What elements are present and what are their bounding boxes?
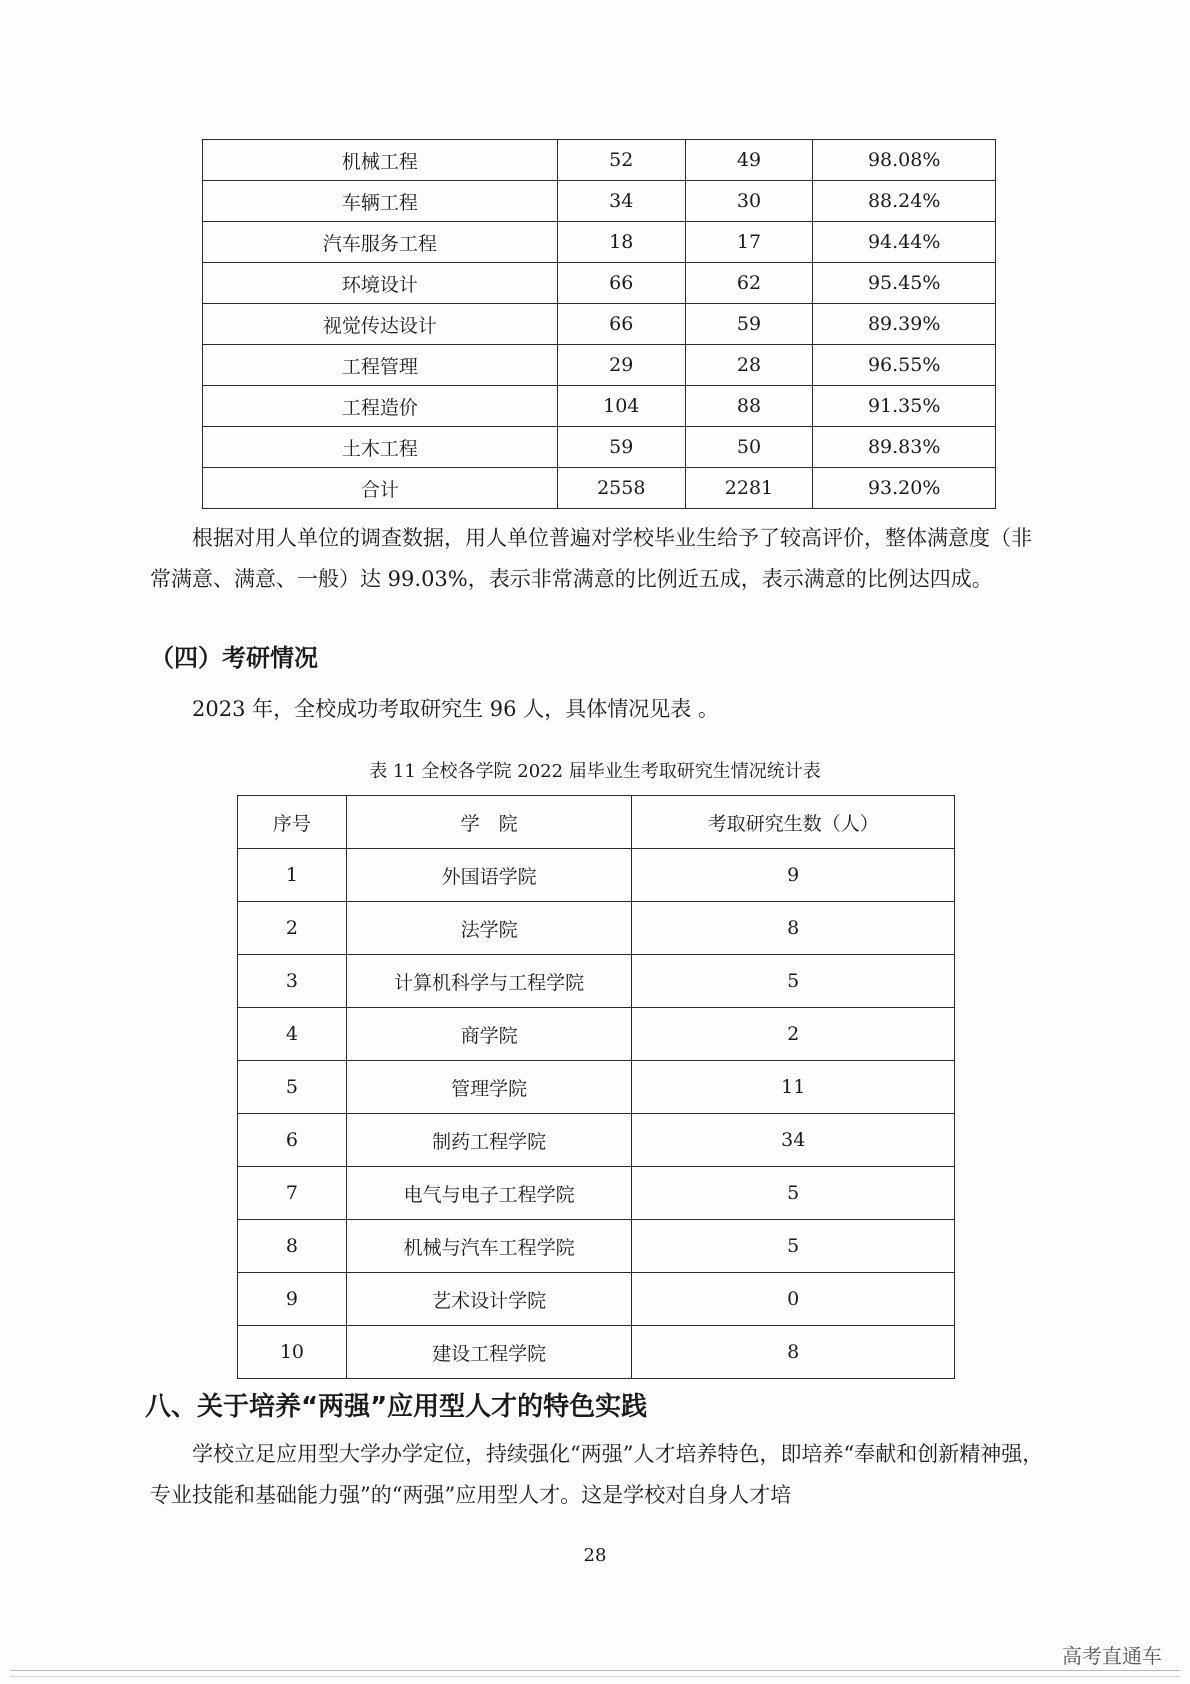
total-cell: 66 (557, 304, 685, 345)
header-college: 学 院 (346, 796, 632, 849)
watermark-text: 高考直通车 (1062, 1644, 1162, 1668)
college-cell: 管理学院 (346, 1061, 632, 1114)
employed-cell: 17 (685, 222, 813, 263)
count-cell: 0 (632, 1273, 955, 1326)
row-number-cell: 3 (238, 955, 347, 1008)
table-row (238, 1061, 955, 1114)
table-row (203, 181, 996, 222)
table-row (203, 222, 996, 263)
total-cell: 59 (557, 427, 685, 468)
table-row (238, 1114, 955, 1167)
total-cell: 29 (557, 345, 685, 386)
college-cell: 外国语学院 (346, 849, 632, 902)
college-cell: 制药工程学院 (346, 1114, 632, 1167)
employed-cell: 59 (685, 304, 813, 345)
count-cell: 5 (632, 1167, 955, 1220)
major-name-cell: 机械工程 (203, 140, 558, 181)
row-number-cell: 6 (238, 1114, 347, 1167)
college-cell: 法学院 (346, 902, 632, 955)
row-number-cell: 4 (238, 1008, 347, 1061)
employed-cell: 49 (685, 140, 813, 181)
college-cell: 机械与汽车工程学院 (346, 1220, 632, 1273)
table-row (238, 902, 955, 955)
table-row (238, 1220, 955, 1273)
count-cell: 9 (632, 849, 955, 902)
employed-cell: 50 (685, 427, 813, 468)
employed-cell: 62 (685, 263, 813, 304)
table-row (238, 1167, 955, 1220)
employer-evaluation-paragraph: 根据对用人单位的调查数据，用人单位普遍对学校毕业生给予了较高评价，整体满意度（非常满意、满意、一般）达 99.03%，表示非常满意的比例近五成，表示满意的比例达四成。 (150, 526, 1032, 591)
major-name-cell: 视觉传达设计 (203, 304, 558, 345)
rate-cell: 98.08% (813, 140, 996, 181)
major-name-cell: 合计 (203, 468, 558, 509)
rate-cell: 93.20% (813, 468, 996, 509)
college-cell: 艺术设计学院 (346, 1273, 632, 1326)
table-row (238, 849, 955, 902)
rate-cell: 89.39% (813, 304, 996, 345)
total-cell: 66 (557, 263, 685, 304)
total-cell: 18 (557, 222, 685, 263)
row-number-cell: 7 (238, 1167, 347, 1220)
row-number-cell: 5 (238, 1061, 347, 1114)
college-cell: 建设工程学院 (346, 1326, 632, 1379)
total-cell: 104 (557, 386, 685, 427)
count-cell: 34 (632, 1114, 955, 1167)
row-number-cell: 8 (238, 1220, 347, 1273)
table-row (203, 140, 996, 181)
count-cell: 5 (632, 955, 955, 1008)
employed-cell: 88 (685, 386, 813, 427)
postgraduate-table (237, 795, 955, 1379)
rate-cell: 94.44% (813, 222, 996, 263)
major-name-cell: 车辆工程 (203, 181, 558, 222)
table-row (203, 263, 996, 304)
table-row (203, 345, 996, 386)
footer-divider (10, 1670, 1180, 1671)
rate-cell: 91.35% (813, 386, 996, 427)
row-number-cell: 1 (238, 849, 347, 902)
rate-cell: 95.45% (813, 263, 996, 304)
count-cell: 2 (632, 1008, 955, 1061)
row-number-cell: 9 (238, 1273, 347, 1326)
total-cell: 2558 (557, 468, 685, 509)
college-cell: 计算机科学与工程学院 (346, 955, 632, 1008)
table-row (203, 304, 996, 345)
footer-divider-secondary (10, 1676, 1180, 1677)
row-number-cell: 2 (238, 902, 347, 955)
count-cell: 5 (632, 1220, 955, 1273)
table-caption: 表 11 全校各学院 2022 届毕业生考取研究生情况统计表 (369, 761, 821, 782)
count-cell: 8 (632, 902, 955, 955)
rate-cell: 89.83% (813, 427, 996, 468)
employed-cell: 28 (685, 345, 813, 386)
major-name-cell: 汽车服务工程 (203, 222, 558, 263)
count-cell: 11 (632, 1061, 955, 1114)
major-name-cell: 环境设计 (203, 263, 558, 304)
total-cell: 52 (557, 140, 685, 181)
table-row (238, 1273, 955, 1326)
header-count: 考取研究生数（人） (632, 796, 955, 849)
college-cell: 电气与电子工程学院 (346, 1167, 632, 1220)
rate-cell: 88.24% (813, 181, 996, 222)
college-cell: 商学院 (346, 1008, 632, 1061)
major-name-cell: 工程造价 (203, 386, 558, 427)
page-number: 28 (583, 1545, 607, 1566)
table-row (238, 955, 955, 1008)
table-row (203, 386, 996, 427)
major-name-cell: 土木工程 (203, 427, 558, 468)
postgraduate-subheading: （四）考研情况 (150, 644, 318, 672)
section-heading: 八、关于培养“两强”应用型人才的特色实践 (145, 1392, 648, 1422)
table-row (238, 1008, 955, 1061)
major-employment-table (202, 139, 996, 509)
table-row (203, 468, 996, 509)
postgraduate-intro: 2023 年，全校成功考取研究生 96 人，具体情况见表 。 (192, 697, 719, 721)
table-row (238, 1326, 955, 1379)
table-row (203, 427, 996, 468)
major-name-cell: 工程管理 (203, 345, 558, 386)
total-cell: 34 (557, 181, 685, 222)
table-header-row (238, 796, 955, 849)
section-paragraph: 学校立足应用型大学办学定位，持续强化“两强”人才培养特色，即培养“奉献和创新精神强，专业技能和基础能力强”的“两强”应用型人才。这是学校对自身人才培 (150, 1442, 1044, 1507)
employed-cell: 2281 (685, 468, 813, 509)
row-number-cell: 10 (238, 1326, 347, 1379)
count-cell: 8 (632, 1326, 955, 1379)
employed-cell: 30 (685, 181, 813, 222)
header-no: 序号 (238, 796, 347, 849)
rate-cell: 96.55% (813, 345, 996, 386)
